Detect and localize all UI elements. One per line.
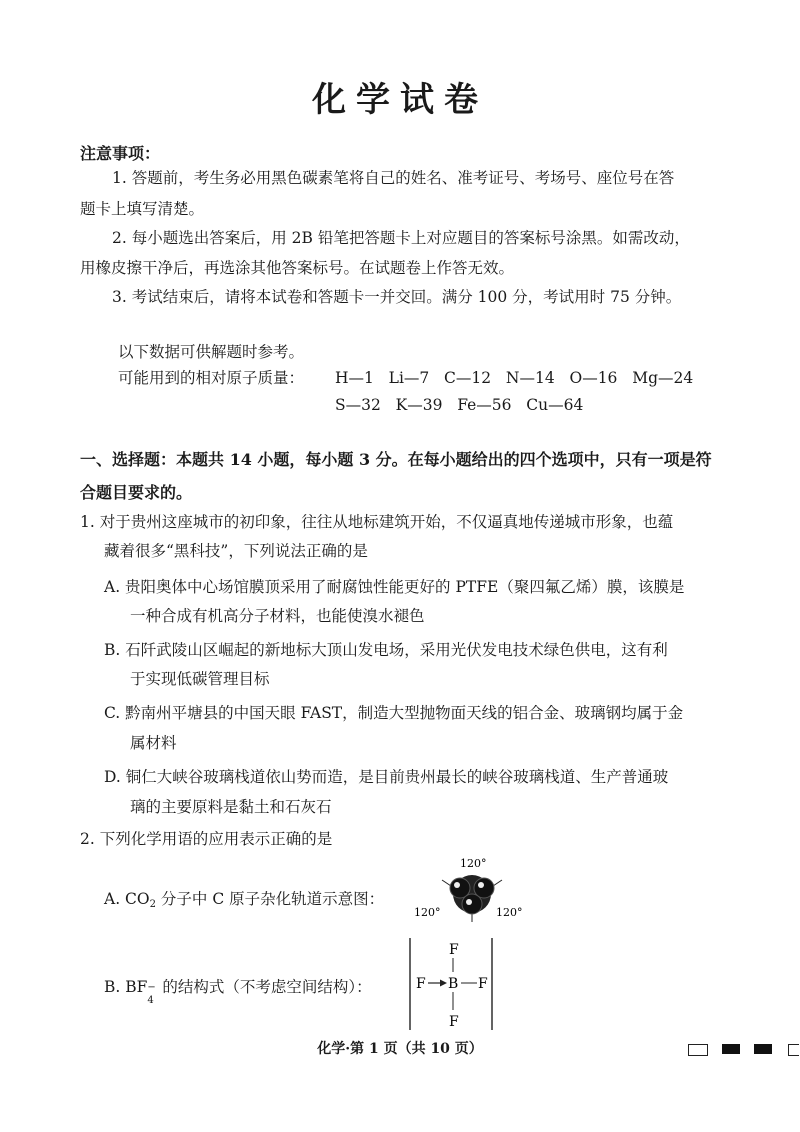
atom-f-bottom: F <box>449 1014 459 1030</box>
orbital-highlight <box>478 882 484 888</box>
notes-item-3: 3. 考试结束后，请将本试卷和答题卡一并交回。满分 100 分，考试用时 75 分钟。 <box>112 288 682 306</box>
q2-option-a-prefix: A. CO <box>104 890 150 908</box>
notes-heading: 注意事项： <box>80 144 161 163</box>
q2-option-a <box>104 887 384 910</box>
q2-option-b-superscript: − <box>147 982 156 993</box>
mark-square-filled <box>722 1044 740 1054</box>
notes-item-2-line-2: 用橡皮擦干净后，再选涂其他答案标号。在试题卷上作答无效。 <box>80 259 515 277</box>
mark-square-outline <box>688 1044 708 1056</box>
q2-option-b <box>104 975 372 1006</box>
q1-option-a-line-2: 一种合成有机高分子材料，也能使溴水褪色 <box>130 607 425 625</box>
atom-f-left: F <box>416 976 426 992</box>
q2-stem: 2. 下列化学用语的应用表示正确的是 <box>80 830 333 848</box>
atom-f-top: F <box>449 942 459 958</box>
page-title: 化学试卷 <box>312 80 488 120</box>
q1-option-d-line-1: D. 铜仁大峡谷玻璃栈道依山势而造，是目前贵州最长的峡谷玻璃栈道、生产普通玻 <box>104 768 669 786</box>
page-footer: 化学·第 1 页（共 10 页） <box>317 1041 483 1057</box>
atomic-mass-line-2: S—32 K—39 Fe—56 Cu—64 <box>335 396 584 414</box>
q1-option-d-line-2: 璃的主要原料是黏土和石灰石 <box>130 798 332 816</box>
orbital-highlight <box>466 899 472 905</box>
arrow-head <box>440 980 447 987</box>
atom-b-center: B <box>448 976 459 992</box>
atomic-mass-label: 可能用到的相对原子质量： <box>118 369 305 387</box>
q1-stem-line-1: 1. 对于贵州这座城市的初印象，往往从地标建筑开始，不仅逼真地传递城市形象，也蕴 <box>80 513 674 531</box>
mark-square-filled <box>754 1044 772 1054</box>
orbital-lobe <box>462 894 482 914</box>
q1-option-c-line-1: C. 黔南州平塘县的中国天眼 FAST，制造大型抛物面天线的铝合金、玻璃钢均属于金 <box>104 704 684 722</box>
q2-option-a-subscript: 2 <box>149 899 156 910</box>
notes-item-2-line-1: 2. 每小题选出答案后，用 2B 铅笔把答题卡上对应题目的答案标号涂黑。如需改动， <box>112 229 690 247</box>
angle-label-left: 120° <box>414 906 441 919</box>
orbital-highlight <box>454 882 460 888</box>
q2-option-a-suffix: 分子中 C 原子杂化轨道示意图： <box>156 890 385 908</box>
q1-option-b-line-1: B. 石阡武陵山区崛起的新地标大顶山发电场，采用光伏发电技术绿色供电，这有利 <box>104 641 668 659</box>
q2-option-b-subscript: 4 <box>147 995 154 1006</box>
angle-label-right: 120° <box>496 906 523 919</box>
angle-label-top: 120° <box>460 857 487 870</box>
notes-item-1-line-2: 题卡上填写清楚。 <box>80 200 205 218</box>
bf4-structure-diagram <box>404 936 500 1032</box>
q1-stem-line-2: 藏着很多“黑科技”，下列说法正确的是 <box>104 542 368 560</box>
section-1-heading-line-2: 合题目要求的。 <box>80 483 193 502</box>
q2-option-b-suffix: 的结构式（不考虑空间结构）： <box>157 978 372 996</box>
atom-f-right: F <box>478 976 488 992</box>
notes-item-1-line-1: 1. 答题前，考生务必用黑色碳素笔将自己的姓名、准考证号、考场号、座位号在答 <box>112 169 675 187</box>
atomic-mass-line-1: H—1 Li—7 C—12 N—14 O—16 Mg—24 <box>335 369 694 387</box>
reference-intro: 以下数据可供解题时参考。 <box>118 343 305 361</box>
section-1-heading-line-1: 一、选择题：本题共 14 小题，每小题 3 分。在每小题给出的四个选项中，只有一项是符 <box>80 450 712 469</box>
q2-option-b-prefix: B. BF <box>104 978 148 996</box>
mark-square-partial <box>788 1044 799 1056</box>
q1-option-b-line-2: 于实现低碳管理目标 <box>130 670 270 688</box>
q1-option-a-line-1: A. 贵阳奥体中心场馆膜顶采用了耐腐蚀性能更好的 PTFE（聚四氟乙烯）膜，该膜是 <box>104 578 685 596</box>
sp2-orbital-diagram <box>412 852 532 924</box>
q1-option-c-line-2: 属材料 <box>130 734 177 752</box>
